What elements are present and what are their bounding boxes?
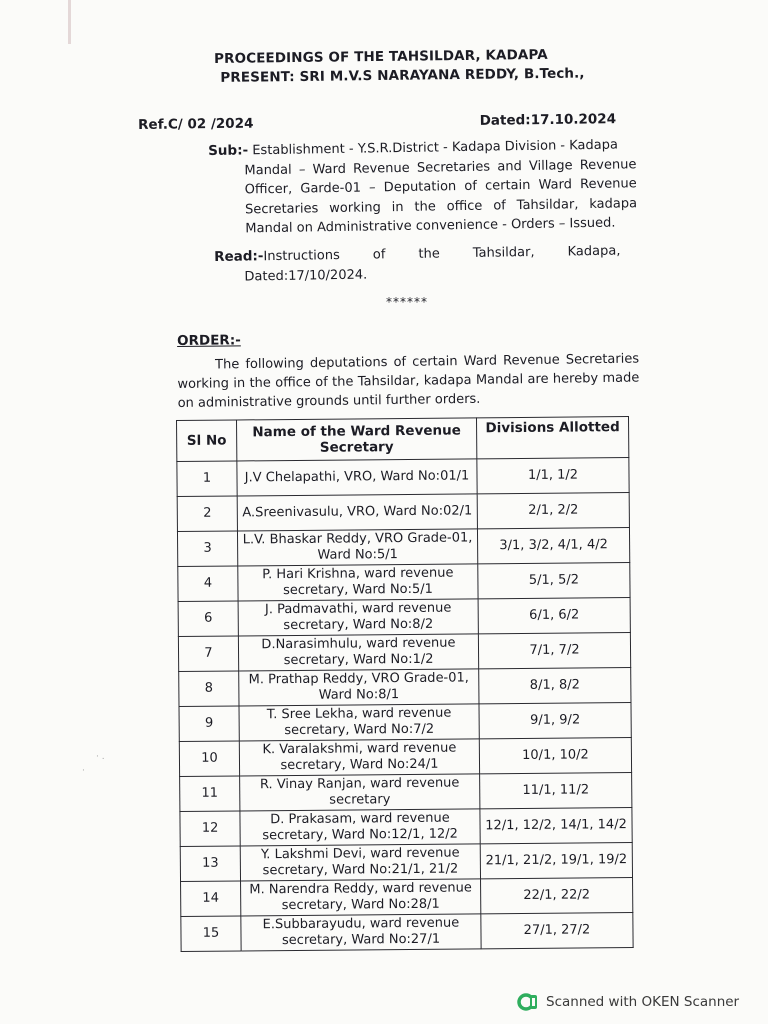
header-sl-no: Sl No [177, 420, 237, 462]
table-row [181, 878, 633, 917]
cell-divisions: 27/1, 27/2 [481, 913, 633, 949]
cell-name: Y. Lakshmi Devi, ward revenue secretary, Ward No:21/1, 21/2 [240, 844, 480, 881]
scan-speck: · [82, 766, 85, 776]
read-label: Read:- [214, 248, 264, 265]
deputation-table [176, 416, 634, 952]
reference-line [138, 111, 616, 133]
table-row [178, 633, 630, 672]
cell-sl: 6 [178, 601, 238, 637]
table-row [181, 913, 633, 952]
cell-divisions: 8/1, 8/2 [479, 668, 631, 704]
cell-divisions: 6/1, 6/2 [478, 598, 630, 634]
header-divisions: Divisions Allotted [476, 417, 628, 459]
table-row [178, 598, 630, 637]
cell-name: J.V Chelapathi, VRO, Ward No:01/1 [237, 459, 477, 496]
order-title-text: ORDER:- [177, 332, 241, 349]
cell-name: A.Sreenivasulu, VRO, Ward No:02/1 [237, 494, 477, 531]
cell-name: T. Sree Lekha, ward revenue secretary, Ward No:7/2 [239, 704, 479, 741]
subject-label: Sub:- [208, 142, 249, 159]
heading-proceedings: PROCEEDINGS OF THE TAHSILDAR, KADAPA [214, 46, 548, 67]
cell-name: D.Narasimhulu, ward revenue secretary, Ward No:1/2 [238, 634, 478, 671]
cell-divisions: 7/1, 7/2 [478, 633, 630, 669]
cell-sl: 14 [181, 881, 241, 917]
read-line-2: Dated:17/10/2024. [244, 267, 368, 285]
cell-sl: 12 [180, 811, 240, 847]
cell-divisions: 12/1, 12/2, 14/1, 14/2 [480, 808, 632, 844]
paper-edge-mark [68, 0, 71, 44]
cell-name: M. Narendra Reddy, ward revenue secretary, Ward No:28/1 [241, 879, 481, 916]
heading-present: PRESENT: SRI M.V.S NARAYANA REDDY, B.Tech., [220, 65, 585, 86]
cell-name: K. Varalakshmi, ward revenue secretary, Ward No:24/1 [239, 739, 479, 776]
order-paragraph [177, 350, 640, 413]
cell-name: P. Hari Krishna, ward revenue secretary, Ward No:5/1 [238, 564, 478, 601]
cell-name: R. Vinay Ranjan, ward revenue secretary [240, 774, 480, 811]
table-row [180, 773, 632, 812]
scanner-text: Scanned with OKEN Scanner [546, 994, 740, 1010]
table-row [180, 843, 632, 882]
cell-name: M. Prathap Reddy, VRO Grade-01, Ward No:8/1 [239, 669, 479, 706]
table-row [179, 738, 631, 777]
cell-sl: 3 [177, 531, 237, 567]
cell-sl: 8 [179, 671, 239, 707]
cell-sl: 7 [178, 636, 238, 672]
cell-divisions: 5/1, 5/2 [478, 563, 630, 599]
table-row [179, 703, 631, 742]
separator-stars: ****** [386, 295, 428, 309]
oken-scanner-logo-icon [517, 991, 539, 1013]
table-row [177, 458, 629, 497]
order-title [177, 332, 241, 349]
cell-name: D. Prakasam, ward revenue secretary, Ward No:12/1, 12/2 [240, 809, 480, 846]
table-row [179, 668, 631, 707]
cell-divisions: 10/1, 10/2 [479, 738, 631, 774]
cell-name: E.Subbarayudu, ward revenue secretary, Ward No:27/1 [241, 914, 481, 951]
cell-name: J. Padmavathi, ward revenue secretary, Ward No:8/2 [238, 599, 478, 636]
table-row [177, 493, 629, 532]
cell-name: L.V. Bhaskar Reddy, VRO Grade-01, Ward No:5/1 [237, 529, 477, 566]
table-row [178, 563, 630, 602]
read-line-1: Instructions of the Tahsildar, Kadapa, [263, 243, 621, 265]
cell-divisions: 1/1, 1/2 [477, 458, 629, 494]
cell-sl: 1 [177, 461, 237, 497]
subject-text: Mandal – Ward Revenue Secretaries and Village Revenue Officer, Garde-01 – Deputation of certain Ward Revenue Secretaries working in the office of Tahsildar, kadapa Mandal on Administrative convenience - Orders – Issued. [244, 156, 638, 237]
reference-date: Dated:17.10.2024 [479, 111, 617, 129]
scan-speck: · . [96, 752, 105, 762]
reference-number: Ref.C/ 02 /2024 [138, 115, 254, 133]
cell-divisions: 22/1, 22/2 [481, 878, 633, 914]
cell-sl: 10 [179, 741, 239, 777]
subject-line-1: Establishment - Y.S.R.District - Kadapa Division - Kadapa [252, 137, 619, 159]
cell-divisions: 2/1, 2/2 [477, 493, 629, 529]
cell-sl: 2 [177, 496, 237, 532]
cell-divisions: 21/1, 21/2, 19/1, 19/2 [480, 843, 632, 879]
cell-sl: 11 [180, 776, 240, 812]
order-text: The following deputations of certain Ward Revenue Secretaries working in the office of the Tahsildar, kadapa Mandal are hereby made on administrative grounds until further orders. [177, 351, 640, 411]
cell-sl: 9 [179, 706, 239, 742]
header-name: Name of the Ward Revenue Secretary [237, 418, 477, 461]
cell-divisions: 9/1, 9/2 [479, 703, 631, 739]
scanner-watermark [517, 991, 739, 1013]
table-header-row [177, 417, 629, 462]
cell-divisions: 11/1, 11/2 [480, 773, 632, 809]
cell-sl: 4 [178, 566, 238, 602]
subject-block [208, 135, 637, 239]
document-heading [214, 45, 585, 88]
cell-divisions: 3/1, 3/2, 4/1, 4/2 [477, 528, 629, 564]
cell-sl: 13 [180, 846, 240, 882]
cell-sl: 15 [181, 916, 241, 952]
read-block [214, 241, 637, 287]
table-row [177, 528, 629, 567]
table-row [180, 808, 632, 847]
